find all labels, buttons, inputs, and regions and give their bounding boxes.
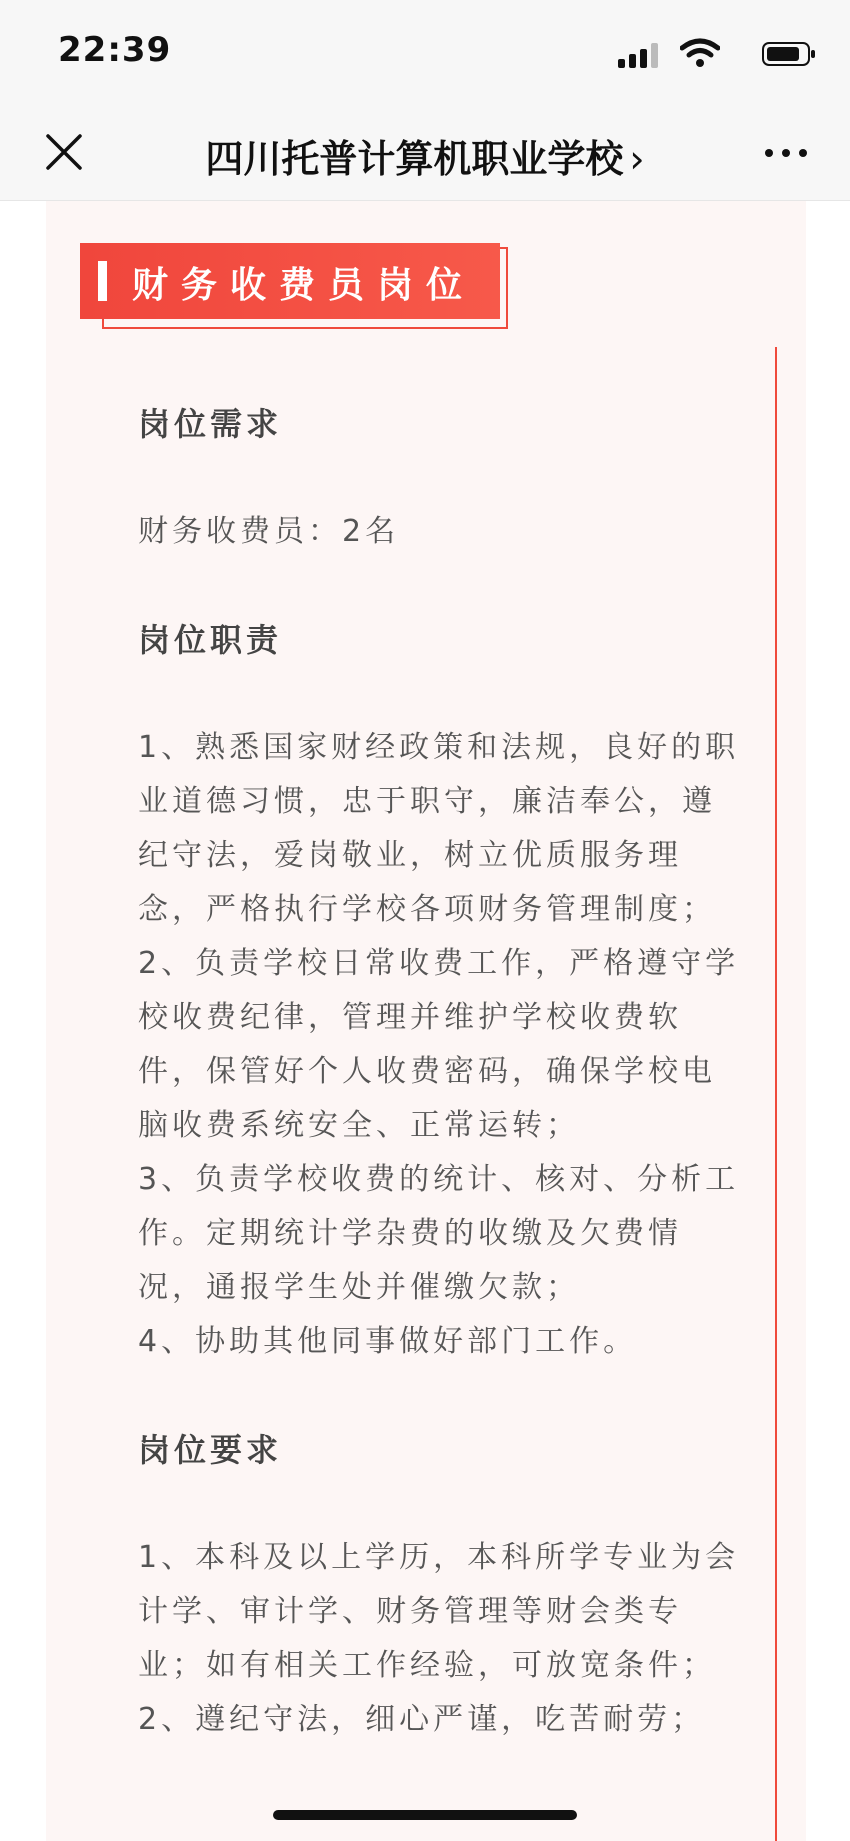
section-heading-requirements: 岗位要求 bbox=[138, 1431, 283, 1469]
signal-icon bbox=[618, 42, 662, 68]
title-accent-bar bbox=[98, 261, 107, 301]
job-title-banner bbox=[80, 243, 500, 319]
home-indicator[interactable] bbox=[273, 1810, 577, 1820]
requirement-item: 2、遵纪守法，细心严谨，吃苦耐劳； bbox=[138, 1702, 706, 1737]
nav-bar bbox=[0, 104, 850, 201]
section-heading-duties: 岗位职责 bbox=[138, 621, 283, 659]
job-title: 财务收费员岗位 bbox=[132, 265, 476, 306]
duty-item: 1、熟悉国家财经政策和法规，良好的职业道德习惯，忠于职守，廉洁奉公，遵纪守法，爱岗敬业，树立优质服务理念，严格执行学校各项财务管理制度； bbox=[138, 730, 740, 927]
duty-item: 4、协助其他同事做好部门工作。 bbox=[138, 1324, 638, 1359]
section-heading-demand: 岗位需求 bbox=[138, 405, 283, 443]
page-title-text: 四川托普计算机职业学校 bbox=[205, 137, 624, 181]
status-time: 22:39 bbox=[58, 30, 172, 70]
chevron-right-icon: › bbox=[629, 137, 645, 181]
status-bar bbox=[0, 0, 850, 104]
duty-item: 3、负责学校收费的统计、核对、分析工作。定期统计学杂费的收缴及欠费情况，通报学生处并催缴欠款； bbox=[138, 1162, 740, 1305]
duty-item: 2、负责学校日常收费工作，严格遵守学校收费纪律，管理并维护学校收费软件，保管好个人收费密码，确保学校电脑收费系统安全、正常运转； bbox=[138, 946, 740, 1143]
right-divider bbox=[775, 347, 777, 1841]
job-card bbox=[46, 201, 806, 1841]
battery-icon bbox=[762, 42, 816, 66]
demand-item: 财务收费员：2名 bbox=[138, 514, 400, 549]
job-content bbox=[138, 397, 748, 1747]
article-body bbox=[0, 201, 850, 1841]
page-title[interactable] bbox=[0, 128, 850, 183]
requirement-item: 1、本科及以上学历，本科所学专业为会计学、审计学、财务管理等财会类专业；如有相关工作经验，可放宽条件； bbox=[138, 1540, 740, 1683]
wifi-icon bbox=[680, 38, 720, 68]
more-icon[interactable] bbox=[764, 148, 808, 158]
